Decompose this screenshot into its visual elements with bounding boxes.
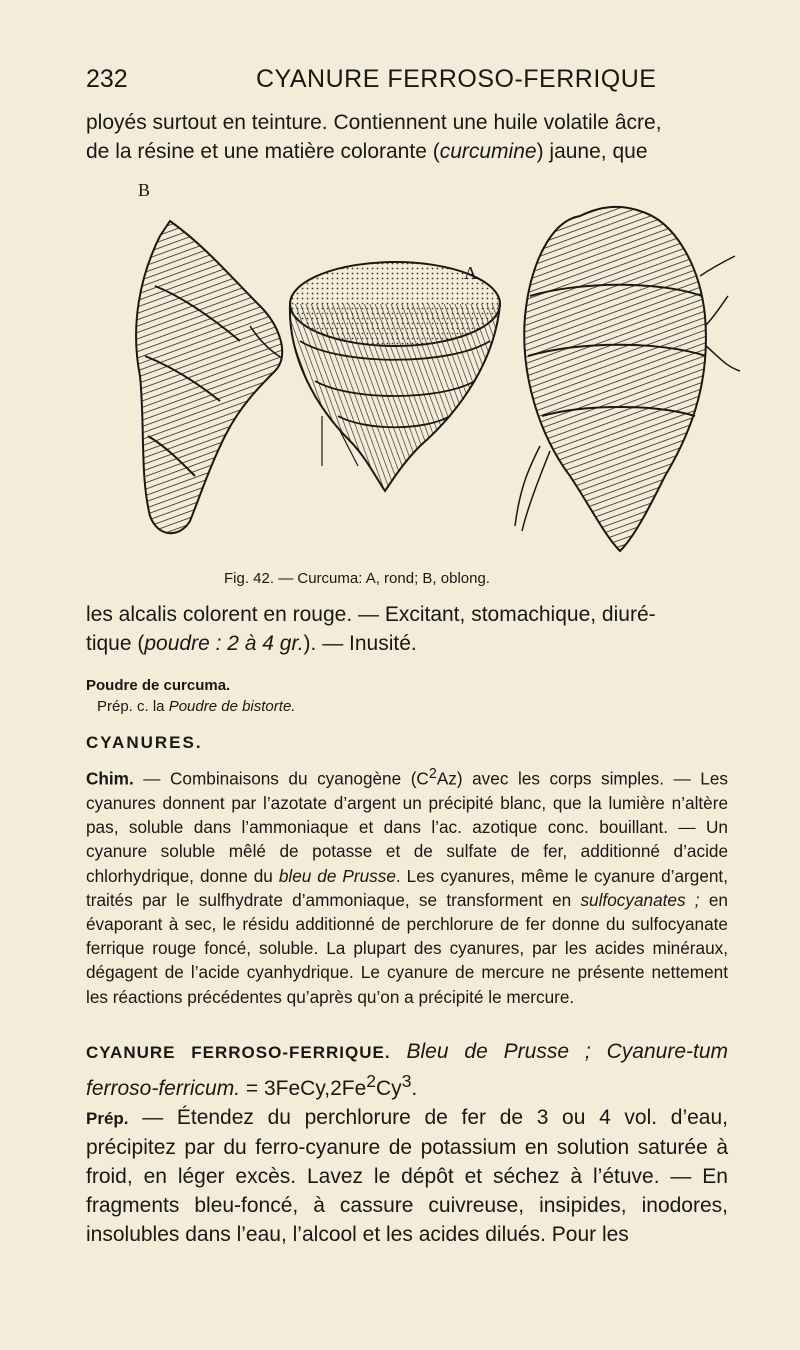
figure-label-b: B [138,180,151,200]
curcuma-illustration [110,176,750,566]
poudre-prep-ref: Poudre de bistorte. [168,698,296,715]
poudre-prep [97,698,295,715]
page-number: 232 [86,65,128,93]
prep-label: Prép. [86,1109,129,1128]
intro-line-2a: de la résine et une matière colorante ( [86,140,440,163]
curcumine-term: curcumine [439,140,537,163]
ferroso-body: — Étendez du perchlorure de fer de 3 ou 4 vol. d’eau, précipitez par du ferro-cyanure de potassium en solution saturée à froid, en léger excès. Lavez le dépôt et séchez à l’étuve. — En fragments bleu-foncé, à cassure cuivreuse, insipides, inodores, insolubles dans l’eau, l’alcool et les acides dilués. Pour les [86,1106,728,1246]
sulfocyanates-term: sulfocyanates ; [580,889,700,910]
poudre-dose: poudre : 2 à 4 gr. [144,632,304,655]
poudre-prep-text: Prép. c. la [97,698,169,715]
curcuma-engraving [110,176,750,566]
chim-label: Chim. [86,768,134,789]
poudre-heading: Poudre de curcuma. [86,677,231,694]
properties-paragraph [86,600,728,658]
intro-line-2b: ) jaune, que [536,140,648,163]
ferroso-latin-name: Bleu de Prusse ; Cyanure-tum ferroso-ferricum. [86,1040,729,1100]
ferroso-paragraph: CYANURE FERROSO-FERRIQUE. Bleu de Prusse ; Cyanure-tum ferroso-ferricum. = $3FeCy,2Fe^2Cy^3$. Prép. — Étendez du perchlorure de fer de 3 ou 4 vol. d’eau, précipitez par du ferro-cyanure de potassium en solution saturée à froid, en léger excès. Lavez le dépôt et séchez à l’étuve. — En fragments bleu-foncé, à cassure cuivreuse, insipides, inodores, insolubles dans l’eau, l’alcool et les acides dilués. Pour les [86,1040,729,1246]
figure-caption: Fig. 42. — Curcuma: A, rond; B, oblong. [224,570,490,587]
intro-line-1: ployés surtout en teinture. Contiennent une huile volatile âcre, [86,111,662,134]
running-title: CYANURE FERROSO-FERRIQUE [256,65,657,93]
cyanures-heading: CYANURES. [86,733,203,752]
intro-paragraph [86,108,728,166]
properties-line-2b: ). — Inusité. [303,632,417,655]
properties-line-1: les alcalis colorent en rouge. — Excitant, stomachique, diuré- [86,603,656,626]
cyanures-paragraph: Chim. — Combinaisons du cyanogène $(C^2Az)$ avec les corps simples. — Les cyanures donnent par l’azotate d’argent un précipité blanc, que la lumière n’altère pas, soluble dans l’ammoniaque et dans l’ac. azotique conc. bouillant. — Un cyanure soluble mêlé de potasse et de sulfate de fer, additionné d’acide chlorhydrique, donne du bleu de Prusse. Les cyanures, même le cyanure d’argent, traités par le sulfhydrate d’ammoniaque, se transforment en sulfocyanates ; en évaporant à sec, le résidu additionné de perchlorure de fer donne du sulfocyanate ferrique rouge foncé, soluble. La plupart des cyanures, par les acides minéraux, dégagent de l’acide cyanhydrique. Le cyanure de mercure ne présente nettement les réactions précédentes qu’après qu’on a précipité le mercure. [86,766,729,1007]
running-head [86,62,726,96]
figure-label-a: A [464,263,477,283]
rhizome-b [136,221,282,533]
rhizome-round [515,207,740,551]
bleu-de-prusse-term: bleu de Prusse [278,865,396,886]
properties-line-2a: tique ( [86,632,145,655]
ferroso-heading: CYANURE FERROSO-FERRIQUE. [86,1043,391,1062]
rhizome-a-cut [290,262,500,491]
